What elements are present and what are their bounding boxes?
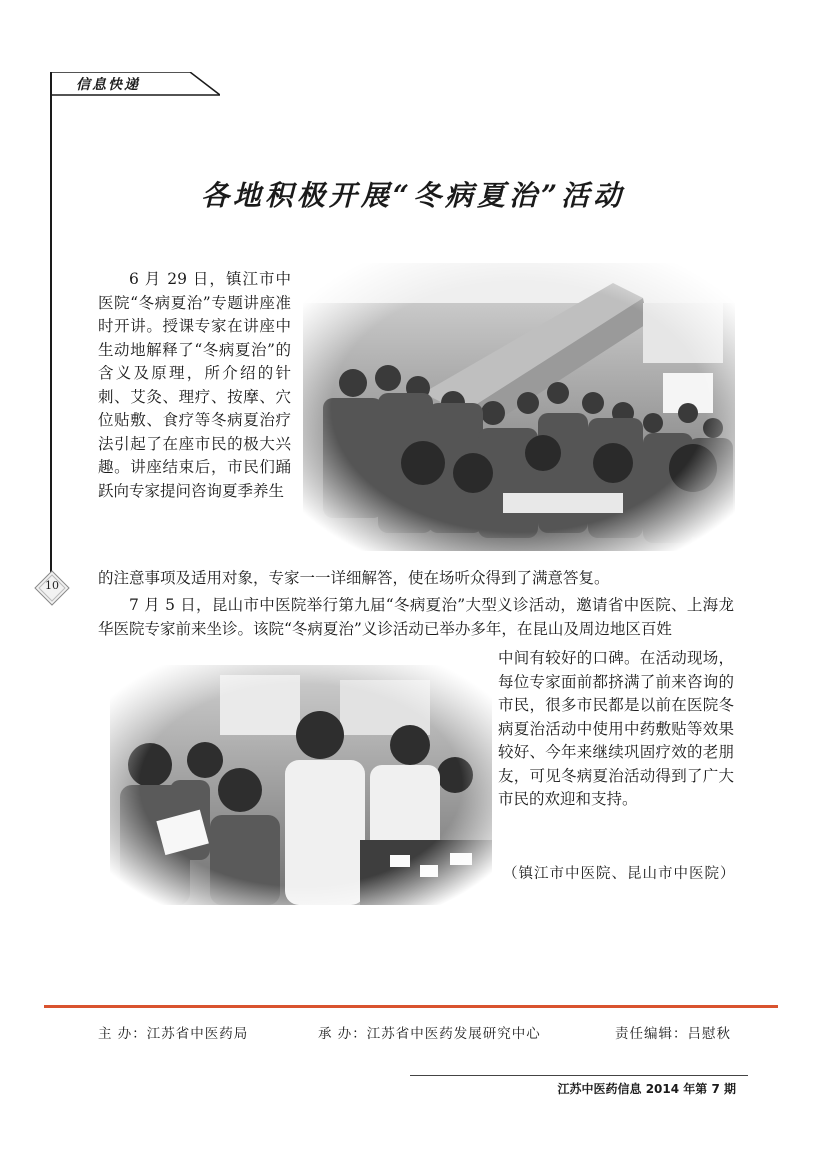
footer-organizer: 承 办：江苏省中医药发展研究中心: [318, 1026, 541, 1042]
page-number: 10: [45, 579, 59, 592]
masthead-issue: 江苏中医药信息 2014 年第 7 期: [557, 1082, 736, 1096]
footer-editor: 责任编辑：吕慰秋: [615, 1026, 731, 1042]
paragraph-2-wrapped: 中间有较好的口碑。在活动现场，每位专家面前都挤满了前来咨询的市民，很多市民都是以前在医院冬病夏治活动中使用中药敷贴等效果较好、今年来继续巩固疗效的老朋友，可见冬病夏治活动得到了广大市民的欢迎和支持。: [498, 649, 734, 808]
paragraph-1-continuation: 的注意事项及适用对象，专家一一详细解答，使在场听众得到了满意答复。: [98, 569, 610, 587]
article-title: 各地积极开展“冬病夏治”活动: [200, 179, 626, 212]
article-credit: （镇江市中医院、昆山市中医院）: [503, 866, 736, 882]
masthead-rule: [410, 1075, 748, 1076]
paragraph-1-wrapped: 6 月 29 日，镇江市中医院“冬病夏治”专题讲座准时开讲。授课专家在讲座中生动地解释了“冬病夏治”的含义及原理，所介绍的针刺、艾灸、理疗、按摩、穴位贴敷、食疗等冬病夏治疗法引起了在座市民的极大兴趣。讲座结束后，市民们踊跃向专家提问咨询夏季养生: [98, 270, 291, 500]
page-number-badge: [34, 570, 70, 606]
footer-divider: [44, 1005, 778, 1008]
left-margin-rule: [50, 72, 52, 582]
consultation-photo: [110, 665, 492, 905]
footer-sponsor: 主 办：江苏省中医药局: [98, 1026, 249, 1042]
paragraph-2-full: 7 月 5 日，昆山市中医院举行第九届“冬病夏治”大型义诊活动，邀请省中医院、上海龙华医院专家前来坐诊。该院“冬病夏治”义诊活动已举办多年，在昆山及周边地区百姓: [98, 596, 734, 638]
section-label: 信息快递: [76, 77, 140, 93]
lecture-photo: [303, 263, 735, 551]
section-header-tab: [50, 72, 220, 96]
